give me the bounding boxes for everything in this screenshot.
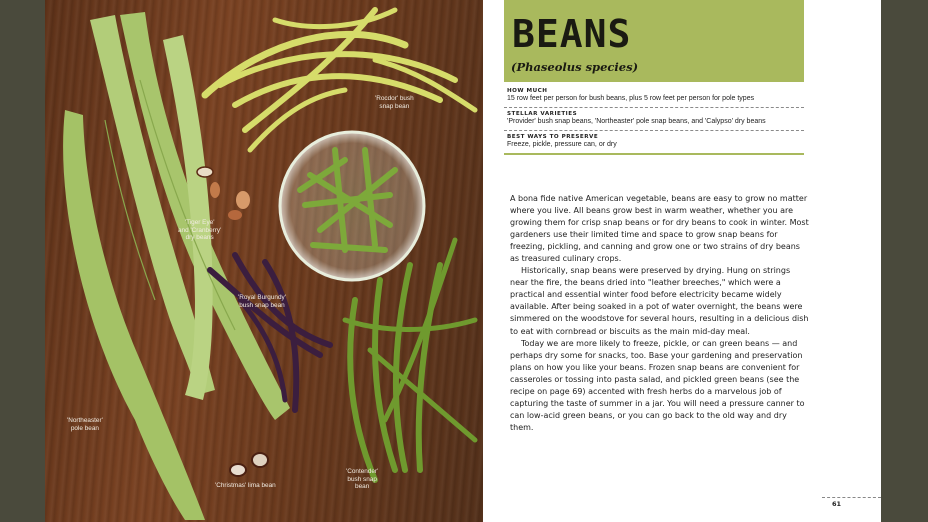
caption-royal-burgundy: 'Royal Burgundy' bush snap bean [238, 294, 286, 309]
bean-photo-page [45, 0, 483, 522]
page-subtitle: (Phaseolus species) [511, 60, 639, 74]
fact-label: STELLAR VARIETIES [507, 111, 578, 117]
caption-rocdor: 'Rocdor' bush snap bean [375, 95, 414, 110]
title-box [504, 0, 804, 82]
paragraph: Historically, snap beans were preserved by drying. Hung on strings near the fire, the beans dried into "leather breeches," which were a practical and essential winter food before electricity became widely available. After being soaked in a pot of water overnight, the beans were simmered on the woodstove for several hours, resulting in a delicious dish to eat with cornbread or biscuits as the main mid-day meal. [510, 266, 809, 336]
caption-northeaster: 'Northeaster' pole bean [67, 417, 103, 432]
rocdor-wax-beans [205, 10, 475, 150]
body-text [510, 193, 810, 434]
fact-text: 'Provider' bush snap beans, 'Northeaster' pole snap beans, and 'Calypso' dry beans [507, 118, 766, 125]
bean-photo [45, 0, 483, 522]
paragraph: Today we are more likely to freeze, pickle, or can green beans — and perhaps dry some for snacks, too. Base your gardening and preservation plans on how you like your beans. Frozen snap beans are convenient for casseroles or tossing into pasta salad, and pickled green beans (see the recipe on page 69) accented with fresh herbs do a marvelous job of capturing the taste of summer in a jar. You will need a pressure canner to can low-acid green beans, or you can go back to the old way and dry them. [510, 338, 805, 432]
facts-box [504, 85, 804, 155]
book-spread [45, 0, 881, 522]
fact-label: BEST WAYS TO PRESERVE [507, 134, 599, 140]
page-title: BEANS [512, 12, 632, 56]
text-page [483, 0, 881, 522]
northeaster-pole-beans [63, 12, 290, 520]
caption-tiger-eye-cranberry: 'Tiger Eye' and 'Cranberry' dry beans [178, 219, 222, 242]
caption-christmas-lima: 'Christmas' lima bean [215, 482, 276, 489]
caption-contender: 'Contender' bush snap bean [346, 468, 379, 491]
christmas-lima-beans [230, 453, 268, 476]
fact-how-much [504, 85, 804, 108]
page-number: 61 [832, 500, 842, 508]
fact-text: 15 row feet per person for bush beans, plus 5 row feet per person for pole types [507, 95, 755, 102]
fact-stellar-varieties [504, 108, 804, 131]
fact-text: Freeze, pickle, pressure can, or dry [507, 141, 617, 148]
paragraph: A bona fide native American vegetable, beans are easy to grow no matter where you live. All beans grow best in warm weather, whether you are growing them for crisp snap beans or for dry beans to cook in winter. Most gardeners use their limited time and space to grow snap beans for freezing, pickling, and canning and grow one or two strains of dry beans as treasured culinary crops. [510, 194, 809, 264]
glass-bowl [280, 132, 424, 280]
fact-best-ways-to-preserve [504, 131, 804, 155]
fact-label: HOW MUCH [507, 88, 548, 94]
footer-rule [822, 497, 881, 498]
